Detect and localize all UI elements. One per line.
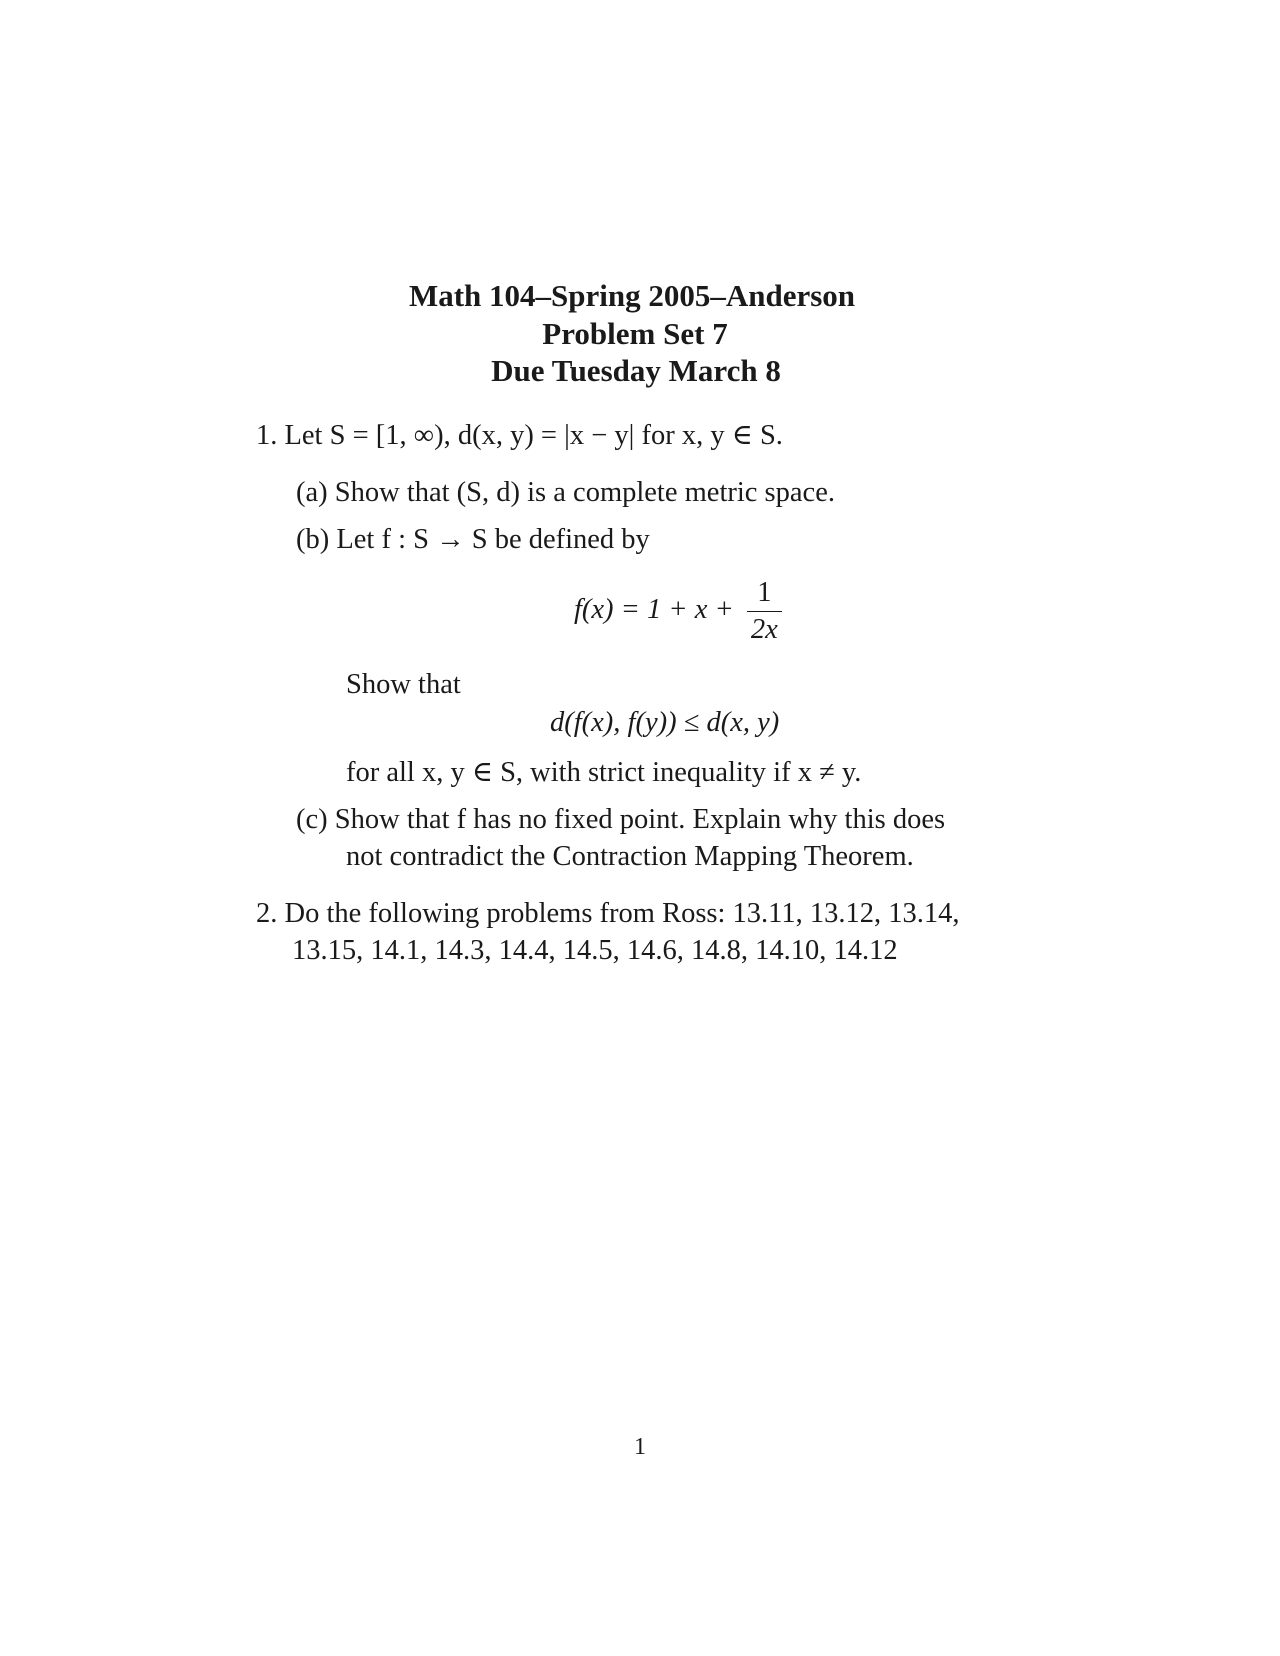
fraction: [747, 575, 782, 648]
part-a-text: Show that (S, d) is a complete metric space.: [334, 477, 835, 508]
problem-2-number: 2.: [256, 898, 278, 929]
course-title: Math 104–Spring 2005–Anderson: [408, 278, 856, 313]
show-that-text: Show that: [346, 669, 461, 700]
page-number: 1: [634, 1434, 646, 1460]
part-b-text: Let f : S → S be defined by: [336, 524, 650, 555]
problem-2-text-line1: Do the following problems from Ross: 13.11, 13.12, 13.14,: [284, 898, 960, 929]
function-definition-equation: [574, 575, 782, 648]
part-c-label: (c): [296, 804, 328, 835]
part-a-label: (a): [296, 477, 328, 508]
problem-2: [256, 897, 960, 931]
part-b: [296, 523, 650, 557]
problem-2-text-line2: 13.15, 14.1, 14.3, 14.4, 14.5, 14.6, 14.8, 14.10, 14.12: [292, 935, 898, 966]
part-b-label: (b): [296, 524, 330, 555]
fraction-numerator: 1: [747, 575, 782, 612]
part-c-text-line1: Show that f has no fixed point. Explain why this does: [334, 804, 946, 835]
inequality-condition: for all x, y ∈ S, with strict inequality if x ≠ y.: [346, 757, 862, 788]
problem-1-text: Let S = [1, ∞), d(x, y) = |x − y| for x, y ∈ S.: [284, 420, 783, 451]
problem-set-title: Problem Set 7: [542, 315, 728, 351]
part-a: [296, 476, 835, 510]
problem-1-statement: [256, 419, 783, 453]
due-date: Due Tuesday March 8: [491, 353, 781, 388]
part-c: [296, 803, 945, 837]
equation-lhs: f(x) = 1 + x +: [574, 594, 734, 626]
fraction-denominator: 2x: [750, 614, 778, 645]
inequality-display: d(f(x), f(y)) ≤ d(x, y): [550, 707, 780, 738]
title-block: [0, 277, 1280, 390]
part-c-text-line2: not contradict the Contraction Mapping Theorem.: [346, 841, 914, 872]
problem-1-number: 1.: [256, 420, 278, 451]
